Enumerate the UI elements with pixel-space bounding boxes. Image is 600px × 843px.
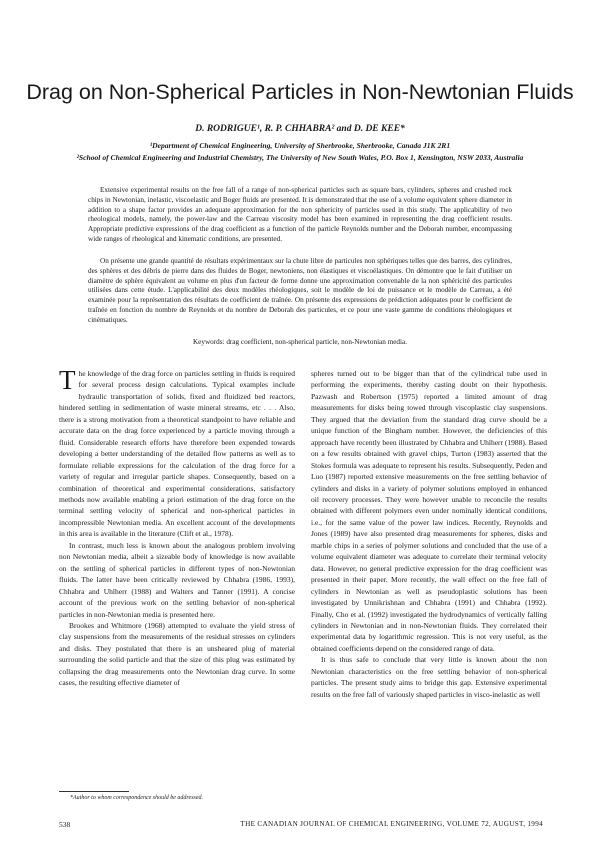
journal-running-footer: THE CANADIAN JOURNAL OF CHEMICAL ENGINEERING, VOLUME 72, AUGUST, 1994 xyxy=(240,820,543,828)
page-number: 538 xyxy=(59,820,71,829)
body-paragraph: Brookes and Whitmore (1968) attempted to evaluate the yield stress of clay suspensions from the measurements of the residual stresses on cylinders and disks. They postulated that there is an unsheared plug of material surrounding the solid particle and that the size of this plug was estimated by collapsing the drag measurements onto the Newtonian drag curve. In some cases, the resulting effective diameter of xyxy=(59,620,295,688)
body-column-left xyxy=(59,365,295,689)
abstract-english: Extensive experimental results on the free fall of a range of non-spherical particles such as square bars, cylinders, spheres and crushed rock chips in Newtonian, inelastic, viscoelastic and Boger fluids are presented. It is demonstrated that the use of a volume equivalent sphere diameter in addition to a shape factor provides an adequate approximation for the non sphericity of particles used in this study. The applicability of two rheological models, namely, the power-law and the Carreau viscosity model has been examined in representing the drag coefficient results. Appropriate predictive expressions of the drag coefficient as a function of the particle Reynolds number and the Deborah number, encompassing wide ranges of rheological and kinematic conditions, are presented. xyxy=(88,186,512,243)
body-column-right xyxy=(311,368,547,700)
affiliation-1: ¹Department of Chemical Engineering, University of Sherbrooke, Sherbrooke, Canada J1K 2R1 xyxy=(149,141,451,150)
affiliation-2: ²School of Chemical Engineering and Industrial Chemistry, The University of New South Wales, P.O. Box 1, Kensington, NSW 2033, Australia xyxy=(76,153,524,162)
footnote-divider xyxy=(59,791,129,792)
body-paragraph: spheres turned out to be bigger than that of the cylindrical tube used in performing the experiments, thereby casting doubt on their hypothesis. Pazwash and Robertson (1975) reported a limited amount of drag measurements for disks being towed through viscoplastic clay suspensions. They argued that the deviation from the standard drag curve should be a unique function of the Bingham number. However, the deficiencies of this approach have recently been illustrated by Chhabra and Uhlherr (1988). Based on a few results obtained with gravel chips, Turton (1983) asserted that the Stokes formula was adequate to represent his results. Subsequently, Peden and Luo (1987) reported extensive measurements on the free settling behavior of cylinders and disks in a variety of polymer solutions employed in enhanced oil recovery processes. They were however unable to reconcile the results obtained with different polymers even under nominally identical conditions, i.e., for the same value of the power law indices. Recently, Reynolds and Jones (1989) have also presented drag measurements for spheres, disks and marble chips in a series of polymer solutions and concluded that the use of a volume equivalent diameter was adequate to correlate their terminal velocity data. However, no general predictive expression for the drag coefficient was presented in their paper. More recently, the wall effect on the free fall of cylinders in Newtonian as well as pseudoplastic solutions has been investigated by Unnikrishnan and Chhabra (1991) and Chhabra (1992). Finally, Cho et al. (1992) investigated the hydrodynamics of vertically falling cylinders in Newtonian and in non-Newtonian fluids. They correlated their experimental data by logarithmic regression. This is not very useful, as the obtained coefficients depend on the considered range of data. xyxy=(311,369,547,653)
article-title: Drag on Non-Spherical Particles in Non-Newtonian Fluids xyxy=(26,80,574,104)
abstract-french: On présente une grande quantité de résultats expérimentaux sur la chute libre de particules non sphériques telles que des barres, des cylindres, des sphères et des débris de pierre dans des fluides de Boger, newtoniens, non élastiques et viscoélastiques. On démontre que le fait d'utiliser un diamètre de sphère équivalent au volume en plus d'un facteur de forme donne une approximation convenable de la non sphéricité des particules utilisées dans cette étude. L'applicabilité des deux modèles rhéologiques, soit le modèle de loi de puissance et le modèle de Carreau, a été examinée pour la représentation des résultats de coefficient de traînée. On présente des expressions de prédiction adéquates pour le coefficient de traînée en fonction du nombre de Reynolds et du nombre de Deborah des particules, et ce pour une vaste gamme de conditions rhéologiques et cinématiques. xyxy=(88,257,512,324)
author-list: D. RODRIGUE¹, R. P. CHHABRA² and D. DE KEE* xyxy=(195,124,405,134)
intro-paragraph xyxy=(59,365,295,540)
drop-cap: T xyxy=(59,365,76,395)
body-paragraph: It is thus safe to conclude that very little is known about the non Newtonian characteristics on the free settling behavior of non-spherical particles. The present study aims to bridge this gap. Extensive experimental results on the free fall of variously shaped particles in visco-inelastic as well xyxy=(311,655,547,699)
intro-paragraph-text: he knowledge of the drag force on particles settling in fluids is required for several process design calculations. Typical examples include hydraulic transportation of solids, fixed and fluidized bed reactors, hindered settling in sedimentation of waste mineral streams, etc . . . Also, there is a strong motivation from a theoretical standpoint to have reliable and accurate data on the drag force experienced by a particle moving through a fluid. Considerable research efforts have therefore been expended towards developing a better understanding of the detailed flow patterns as well as to formulate reliable expressions for the calculation of the drag force for a variety of regular and irregular particle shapes. Consequently, based on a combination of theoretical and experimental considerations, satisfactory methods now available enabling a priori estimation of the drag force on the terminal settling velocity of spherical and non-spherical particles in incompressible Newtonian media. An excellent account of the developments in this area is available in the literature (Clift et al., 1978). xyxy=(59,369,295,539)
body-paragraph: In contrast, much less is known about the analogous problem involving non Newtonian media, albeit a sizeable body of knowledge is now available on the settling of spherical particles in different types of non-Newtonian fluids. The latter have been critically reviewed by Chhabra (1986, 1993), Chhabra and Uhlherr (1988) and Walters and Tanner (1991). A concise account of the previous work on the settling behavior of non-spherical particles in non-Newtonian media is presented here. xyxy=(59,540,295,619)
keywords-line: Keywords: drag coefficient, non-spherical particle, non-Newtonian media. xyxy=(192,338,408,346)
footnote: *Author to whom correspondence should be addressed. xyxy=(70,795,204,801)
